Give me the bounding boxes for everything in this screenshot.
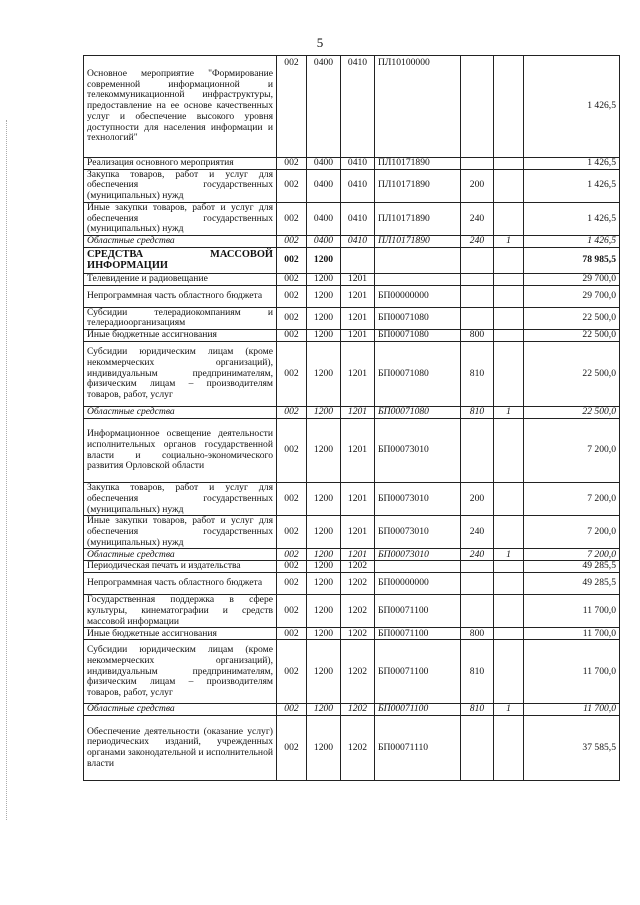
row-target-article: БП00071100 [375, 704, 461, 716]
row-funding-source: 1 [494, 549, 524, 561]
table-row [84, 56, 620, 158]
row-ministry: 002 [277, 483, 307, 516]
row-ministry: 002 [277, 516, 307, 549]
row-section: 1200 [307, 330, 341, 342]
row-funding-source [494, 561, 524, 573]
row-target-article: БП00071100 [375, 628, 461, 640]
row-subsection: 0410 [341, 56, 375, 158]
margin-rule [6, 120, 7, 820]
row-section: 0400 [307, 236, 341, 248]
row-amount: 1 426,5 [524, 56, 620, 158]
row-section: 1200 [307, 704, 341, 716]
row-funding-source [494, 169, 524, 202]
row-expense-type [461, 561, 494, 573]
row-ministry: 002 [277, 407, 307, 419]
row-ministry: 002 [277, 158, 307, 170]
row-amount: 11 700,0 [524, 704, 620, 716]
row-ministry: 002 [277, 247, 307, 273]
row-amount: 29 700,0 [524, 273, 620, 285]
row-subsection: 1202 [341, 704, 375, 716]
row-subsection: 1201 [341, 330, 375, 342]
table-row [84, 561, 620, 573]
row-ministry: 002 [277, 202, 307, 235]
row-name: Иные закупки товаров, работ и услуг для обеспечения государственных (муниципальных) нужд [84, 516, 277, 549]
table-row [84, 202, 620, 235]
row-ministry: 002 [277, 330, 307, 342]
row-section: 0400 [307, 169, 341, 202]
row-target-article: БП00073010 [375, 516, 461, 549]
page-number: 5 [316, 35, 324, 50]
row-expense-type: 200 [461, 169, 494, 202]
row-funding-source [494, 573, 524, 595]
row-funding-source [494, 56, 524, 158]
row-amount: 22 500,0 [524, 330, 620, 342]
row-target-article: БП00071100 [375, 595, 461, 628]
row-expense-type: 810 [461, 407, 494, 419]
row-subsection: 0410 [341, 169, 375, 202]
row-ministry: 002 [277, 419, 307, 483]
row-funding-source [494, 419, 524, 483]
row-amount: 1 426,5 [524, 202, 620, 235]
row-amount: 78 985,5 [524, 247, 620, 273]
row-name: Закупка товаров, работ и услуг для обеспечения государственных (муниципальных) нужд [84, 483, 277, 516]
table-row [84, 595, 620, 628]
row-subsection: 1201 [341, 342, 375, 407]
row-expense-type [461, 419, 494, 483]
row-target-article: ПЛ10100000 [375, 56, 461, 158]
row-ministry: 002 [277, 704, 307, 716]
row-amount: 1 426,5 [524, 236, 620, 248]
table-row [84, 236, 620, 248]
row-subsection: 1201 [341, 483, 375, 516]
row-expense-type: 240 [461, 236, 494, 248]
row-target-article: БП00071080 [375, 407, 461, 419]
table-row [84, 640, 620, 704]
table-row [84, 704, 620, 716]
row-ministry: 002 [277, 561, 307, 573]
row-subsection: 0410 [341, 202, 375, 235]
row-name: Государственная поддержка в сфере культуры, кинематографии и средств массовой информации [84, 595, 277, 628]
row-amount: 29 700,0 [524, 285, 620, 307]
row-target-article: БП00073010 [375, 483, 461, 516]
row-funding-source [494, 595, 524, 628]
row-amount: 49 285,5 [524, 561, 620, 573]
row-amount: 11 700,0 [524, 595, 620, 628]
row-section: 0400 [307, 158, 341, 170]
row-subsection [341, 247, 375, 273]
row-section: 1200 [307, 285, 341, 307]
row-expense-type [461, 307, 494, 329]
row-target-article: ПЛ10171890 [375, 236, 461, 248]
row-funding-source [494, 516, 524, 549]
row-subsection: 1201 [341, 419, 375, 483]
row-name: Иные бюджетные ассигнования [84, 628, 277, 640]
row-section: 0400 [307, 56, 341, 158]
row-ministry: 002 [277, 307, 307, 329]
row-name: Областные средства [84, 407, 277, 419]
row-name: Областные средства [84, 549, 277, 561]
row-subsection: 1202 [341, 595, 375, 628]
row-ministry: 002 [277, 628, 307, 640]
row-target-article: БП00071080 [375, 307, 461, 329]
row-section: 0400 [307, 202, 341, 235]
row-funding-source: 1 [494, 407, 524, 419]
row-ministry: 002 [277, 169, 307, 202]
row-section: 1200 [307, 595, 341, 628]
row-amount: 1 426,5 [524, 169, 620, 202]
row-target-article: БП00000000 [375, 285, 461, 307]
row-amount: 37 585,5 [524, 716, 620, 781]
row-name: Основное мероприятие "Формирование современной информационной и телекоммуникационной инфраструктуры, предоставление на ее основе качественных услуг и обеспечение высокого уровня доступности для населения информации и технологий" [84, 56, 277, 158]
row-target-article: БП00071080 [375, 342, 461, 407]
row-ministry: 002 [277, 716, 307, 781]
row-expense-type: 810 [461, 704, 494, 716]
row-target-article: ПЛ10171890 [375, 158, 461, 170]
row-expense-type [461, 573, 494, 595]
row-ministry: 002 [277, 285, 307, 307]
row-target-article [375, 247, 461, 273]
row-amount: 7 200,0 [524, 516, 620, 549]
row-section: 1200 [307, 407, 341, 419]
row-expense-type [461, 595, 494, 628]
table-row [84, 169, 620, 202]
row-section: 1200 [307, 628, 341, 640]
row-funding-source [494, 307, 524, 329]
row-expense-type: 240 [461, 549, 494, 561]
table-row [84, 573, 620, 595]
row-expense-type [461, 716, 494, 781]
row-funding-source [494, 202, 524, 235]
row-name: Иные бюджетные ассигнования [84, 330, 277, 342]
row-subsection: 1201 [341, 307, 375, 329]
row-section: 1200 [307, 273, 341, 285]
row-name: Субсидии юридическим лицам (кроме некоммерческих организаций), индивидуальным предпринимателям, физическим лицам – производителям товаров, работ, услуг [84, 342, 277, 407]
table-row [84, 307, 620, 329]
row-target-article: ПЛ10171890 [375, 202, 461, 235]
row-expense-type: 200 [461, 483, 494, 516]
table-row [84, 330, 620, 342]
row-funding-source: 1 [494, 236, 524, 248]
row-amount: 11 700,0 [524, 628, 620, 640]
row-funding-source [494, 247, 524, 273]
row-name: Субсидии юридическим лицам (кроме некоммерческих организаций), индивидуальным предпринимателям, физическим лицам – производителям товаров, работ, услуг [84, 640, 277, 704]
row-section: 1200 [307, 549, 341, 561]
row-subsection: 1201 [341, 273, 375, 285]
row-amount: 11 700,0 [524, 640, 620, 704]
row-expense-type [461, 247, 494, 273]
row-name: Иные закупки товаров, работ и услуг для обеспечения государственных (муниципальных) нужд [84, 202, 277, 235]
row-target-article [375, 273, 461, 285]
row-section: 1200 [307, 716, 341, 781]
row-expense-type: 240 [461, 516, 494, 549]
row-amount: 22 500,0 [524, 307, 620, 329]
row-amount: 7 200,0 [524, 549, 620, 561]
row-funding-source [494, 342, 524, 407]
row-ministry: 002 [277, 573, 307, 595]
table-row [84, 342, 620, 407]
row-ministry: 002 [277, 273, 307, 285]
row-funding-source [494, 628, 524, 640]
row-name: Областные средства [84, 236, 277, 248]
row-target-article: БП00071100 [375, 640, 461, 704]
row-subsection: 0410 [341, 236, 375, 248]
row-subsection: 1202 [341, 561, 375, 573]
table-row [84, 628, 620, 640]
row-name: СРЕДСТВА МАССОВОЙ ИНФОРМАЦИИ [84, 247, 277, 273]
row-name: Обеспечение деятельности (оказание услуг) периодических изданий, учрежденных органами законодательной и исполнительной власти [84, 716, 277, 781]
row-amount: 22 500,0 [524, 342, 620, 407]
table-row [84, 419, 620, 483]
row-name: Непрограммная часть областного бюджета [84, 285, 277, 307]
row-subsection: 1202 [341, 573, 375, 595]
row-expense-type: 800 [461, 330, 494, 342]
row-funding-source [494, 640, 524, 704]
row-ministry: 002 [277, 640, 307, 704]
row-target-article: БП00073010 [375, 549, 461, 561]
row-expense-type: 810 [461, 342, 494, 407]
row-expense-type [461, 56, 494, 158]
row-section: 1200 [307, 561, 341, 573]
row-target-article: БП00000000 [375, 573, 461, 595]
row-subsection: 1202 [341, 716, 375, 781]
row-name: Непрограммная часть областного бюджета [84, 573, 277, 595]
row-subsection: 1201 [341, 549, 375, 561]
row-expense-type: 800 [461, 628, 494, 640]
row-subsection: 1201 [341, 516, 375, 549]
table-row [84, 285, 620, 307]
row-funding-source [494, 330, 524, 342]
row-expense-type [461, 273, 494, 285]
row-target-article [375, 561, 461, 573]
row-section: 1200 [307, 247, 341, 273]
table-row [84, 516, 620, 549]
budget-table [83, 55, 620, 781]
row-name: Периодическая печать и издательства [84, 561, 277, 573]
row-funding-source [494, 285, 524, 307]
row-ministry: 002 [277, 549, 307, 561]
row-expense-type: 810 [461, 640, 494, 704]
row-expense-type [461, 285, 494, 307]
row-section: 1200 [307, 342, 341, 407]
row-amount: 7 200,0 [524, 419, 620, 483]
row-expense-type: 240 [461, 202, 494, 235]
row-name: Информационное освещение деятельности исполнительных органов государственной власти и социально-экономического развития Орловской области [84, 419, 277, 483]
row-target-article: БП00071080 [375, 330, 461, 342]
row-amount: 1 426,5 [524, 158, 620, 170]
row-name: Телевидение и радиовещание [84, 273, 277, 285]
row-subsection: 0410 [341, 158, 375, 170]
row-subsection: 1202 [341, 640, 375, 704]
table-row [84, 716, 620, 781]
row-name: Субсидии телерадиокомпаниям и телерадиоорганизациям [84, 307, 277, 329]
row-amount: 7 200,0 [524, 483, 620, 516]
row-section: 1200 [307, 573, 341, 595]
row-ministry: 002 [277, 236, 307, 248]
row-subsection: 1201 [341, 285, 375, 307]
row-target-article: БП00073010 [375, 419, 461, 483]
row-target-article: БП00071110 [375, 716, 461, 781]
table-row [84, 549, 620, 561]
table-row [84, 158, 620, 170]
row-ministry: 002 [277, 342, 307, 407]
row-section: 1200 [307, 307, 341, 329]
row-name: Закупка товаров, работ и услуг для обеспечения государственных (муниципальных) нужд [84, 169, 277, 202]
table-row [84, 273, 620, 285]
row-amount: 49 285,5 [524, 573, 620, 595]
row-funding-source [494, 483, 524, 516]
row-section: 1200 [307, 483, 341, 516]
row-name: Областные средства [84, 704, 277, 716]
row-target-article: ПЛ10171890 [375, 169, 461, 202]
row-ministry: 002 [277, 56, 307, 158]
table-row [84, 407, 620, 419]
table-row [84, 247, 620, 273]
row-amount: 22 500,0 [524, 407, 620, 419]
table-row [84, 483, 620, 516]
row-funding-source [494, 273, 524, 285]
row-section: 1200 [307, 640, 341, 704]
row-funding-source [494, 716, 524, 781]
row-expense-type [461, 158, 494, 170]
row-section: 1200 [307, 516, 341, 549]
row-funding-source [494, 158, 524, 170]
row-name: Реализация основного мероприятия [84, 158, 277, 170]
row-section: 1200 [307, 419, 341, 483]
row-funding-source: 1 [494, 704, 524, 716]
row-subsection: 1202 [341, 628, 375, 640]
row-subsection: 1201 [341, 407, 375, 419]
row-ministry: 002 [277, 595, 307, 628]
